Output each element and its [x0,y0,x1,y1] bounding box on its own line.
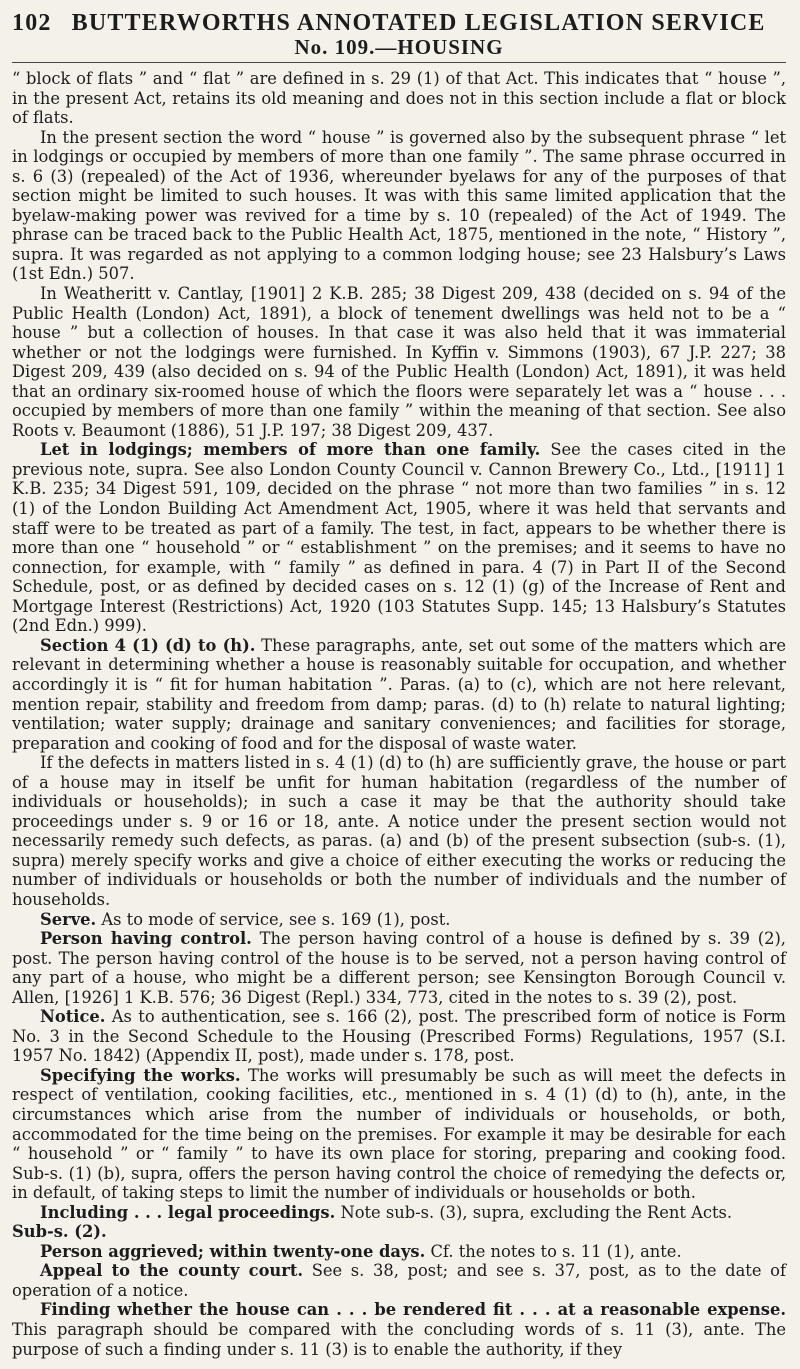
paragraph [12,440,786,635]
paragraph-text: The works will presumably be such as will meet the defects in respect of ventilation, cooking facilities, etc., mentioned in s. 4 (1) (d) to (h), ante, in the circumstances which arise from the number of individuals or households, or both, accommodated for the time being on the premises. For example it may be desirable for each “ household ” or “ family ” to have its own place for storing, preparing and cooking food. Sub-s. (1) (b), supra, offers the person having control the choice of remedying the defects or, in default, of taking steps to limit the number of individuals or households or both. [12,1065,786,1203]
paragraph-heading: Section 4 (1) (d) to (h). [40,635,256,655]
paragraph [12,636,786,753]
paragraph-text: “ block of flats ” and “ flat ” are defined in s. 29 (1) of that Act. This indicates that “ house ”, in the present Act, retains its old meaning and does not in this section include a flat or block of flats. [12,69,786,128]
paragraph [12,929,786,1007]
paragraph-heading: Sub-s. (2). [12,1222,107,1242]
paragraph-heading: Specifying the works. [40,1065,241,1085]
paragraph-text: Cf. the notes to s. 11 (1), ante. [430,1241,682,1261]
paragraph [12,1222,786,1242]
paragraph [12,1203,786,1223]
paragraph-heading: Including . . . legal proceedings. [40,1202,336,1222]
paragraph-text: In the present section the word “ house ” is governed also by the subsequent phrase “ let in lodgings or occupied by members of more than one family ”. The same phrase occurred in s. 6 (3) (repealed) of the Act of 1936, whereunder byelaws for any of the purposes of that section might be limited to such houses. It was with this same limited application that the byelaw-making power was revived for a time by s. 10 (repealed) of the Act of 1949. The phrase can be traced back to the Public Health Act, 1875, mentioned in the note, “ History ”, supra. It was regarded as not applying to a common lodging house; see 23 Halsbury’s Laws (1st Edn.) 507. [12,127,786,284]
paragraph [12,1066,786,1203]
paragraph-heading: Finding whether the house can . . . be rendered fit . . . at a reasonable expense. [40,1300,786,1320]
paragraph-text: These paragraphs, ante, set out some of the matters which are relevant in determining whether a house is reasonably suitable for occupation, and whether accordingly it is “ fit for human habitation ”. Paras. (a) to (c), which are not here relevant, mention repair, stability and freedom from damp; paras. (d) to (h) relate to natural lighting; ventilation; water supply; drainage and sanitary conveniences; and facilities for storage, preparation and cooking of food and for the disposal of waste water. [12,635,786,753]
paragraph-text: See the cases cited in the previous note, supra. See also London County Council v. Cannon Brewery Co., Ltd., [1911] 1 K.B. 235; 34 Digest 591, 109, decided on the phrase “ not more than two families ” in s. 12 (1) of the London Building Act Amendment Act, 1905, where it was held that servants and staff were to be treated as part of a family. The test, in fact, appears to be whether there is more than one “ household ” or “ establishment ” on the premises; and it seems to have no connection, for example, with “ family ” as defined in para. 4 (7) in Part II of the Second Schedule, post, or as defined by decided cases on s. 12 (1) (g) of the Increase of Rent and Mortgage Interest (Restrictions) Act, 1920 (103 Statutes Supp. 145; 13 Halsbury’s Statutes (2nd Edn.) 999). [12,440,786,636]
paragraph-text: The person having control of a house is defined by s. 39 (2), post. The person having control of the house is to be served, not a person having control of any part of a house, who might be a different person; see Kensington Borough Council v. Allen, [1926] 1 K.B. 576; 36 Digest (Repl.) 334, 773, cited in the notes to s. 39 (2), post. [12,929,786,1007]
paragraph-text: As to mode of service, see s. 169 (1), post. [101,909,451,929]
paragraph-text: Note sub-s. (3), supra, excluding the Rent Acts. [340,1202,733,1222]
paragraph-text: This paragraph should be compared with the concluding words of s. 11 (3), ante. The purpose of such a finding under s. 11 (3) is to enable the authority, if they [12,1320,786,1359]
paragraph [12,69,786,128]
paragraph-text: See s. 38, post; and see s. 37, post, as to the date of operation of a notice. [12,1261,786,1300]
header-rule [12,62,786,63]
paragraph-heading: Appeal to the county court. [40,1261,304,1281]
running-head [12,10,786,37]
paragraph-heading: Let in lodgings; members of more than one family. [40,440,541,460]
body-text [12,69,786,1359]
chapter-title: No. 109.—HOUSING [294,35,504,59]
paragraph-heading: Person aggrieved; within twenty-one days. [40,1241,426,1261]
paragraph [12,1300,786,1359]
paragraph-heading: Serve. [40,909,97,929]
paragraph-heading: Person having control. [40,929,252,949]
paragraph [12,284,786,440]
paragraph [12,753,786,909]
paragraph [12,910,786,930]
series-title: BUTTERWORTHS ANNOTATED LEGISLATION SERVICE [71,10,766,36]
page-number: 102 [12,10,52,36]
paragraph [12,1242,786,1262]
paragraph-text: In Weatheritt v. Cantlay, [1901] 2 K.B. 285; 38 Digest 209, 438 (decided on s. 94 of the Public Health (London) Act, 1891), a block of tenement dwellings was held not to be a “ house ” but a collection of houses. In that case it was also held that it was immaterial whether or not the lodgings were furnished. In Kyffin v. Simmons (1903), 67 J.P. 227; 38 Digest 209, 439 (also decided on s. 94 of the Public Health (London) Act, 1891), it was held that an ordinary six-roomed house of which the floors were separately let was a “ house . . . occupied by members of more than one family ” within the meaning of that section. See also Roots v. Beaumont (1886), 51 J.P. 197; 38 Digest 209, 437. [12,284,786,440]
paragraph-text: If the defects in matters listed in s. 4 (1) (d) to (h) are sufficiently grave, the house or part of a house may in itself be unfit for human habitation (regardless of the number of individuals or households); in such a case it may be that the authority should take proceedings under s. 9 or 16 or 18, ante. A notice under the present section would not necessarily remedy such defects, as paras. (a) and (b) of the present subsection (sub-s. (1), supra) merely specify works and give a choice of either executing the works or reducing the number of individuals or households or both the number of individuals and the number of households. [12,753,786,909]
paragraph [12,1261,786,1300]
paragraph-text: As to authentication, see s. 166 (2), post. The prescribed form of notice is Form No. 3 in the Second Schedule to the Housing (Prescribed Forms) Regulations, 1957 (S.I. 1957 No. 1842) (Appendix II, post), made under s. 178, post. [12,1007,786,1066]
paragraph [12,1007,786,1066]
paragraph [12,128,786,284]
paragraph-heading: Notice. [40,1007,106,1027]
